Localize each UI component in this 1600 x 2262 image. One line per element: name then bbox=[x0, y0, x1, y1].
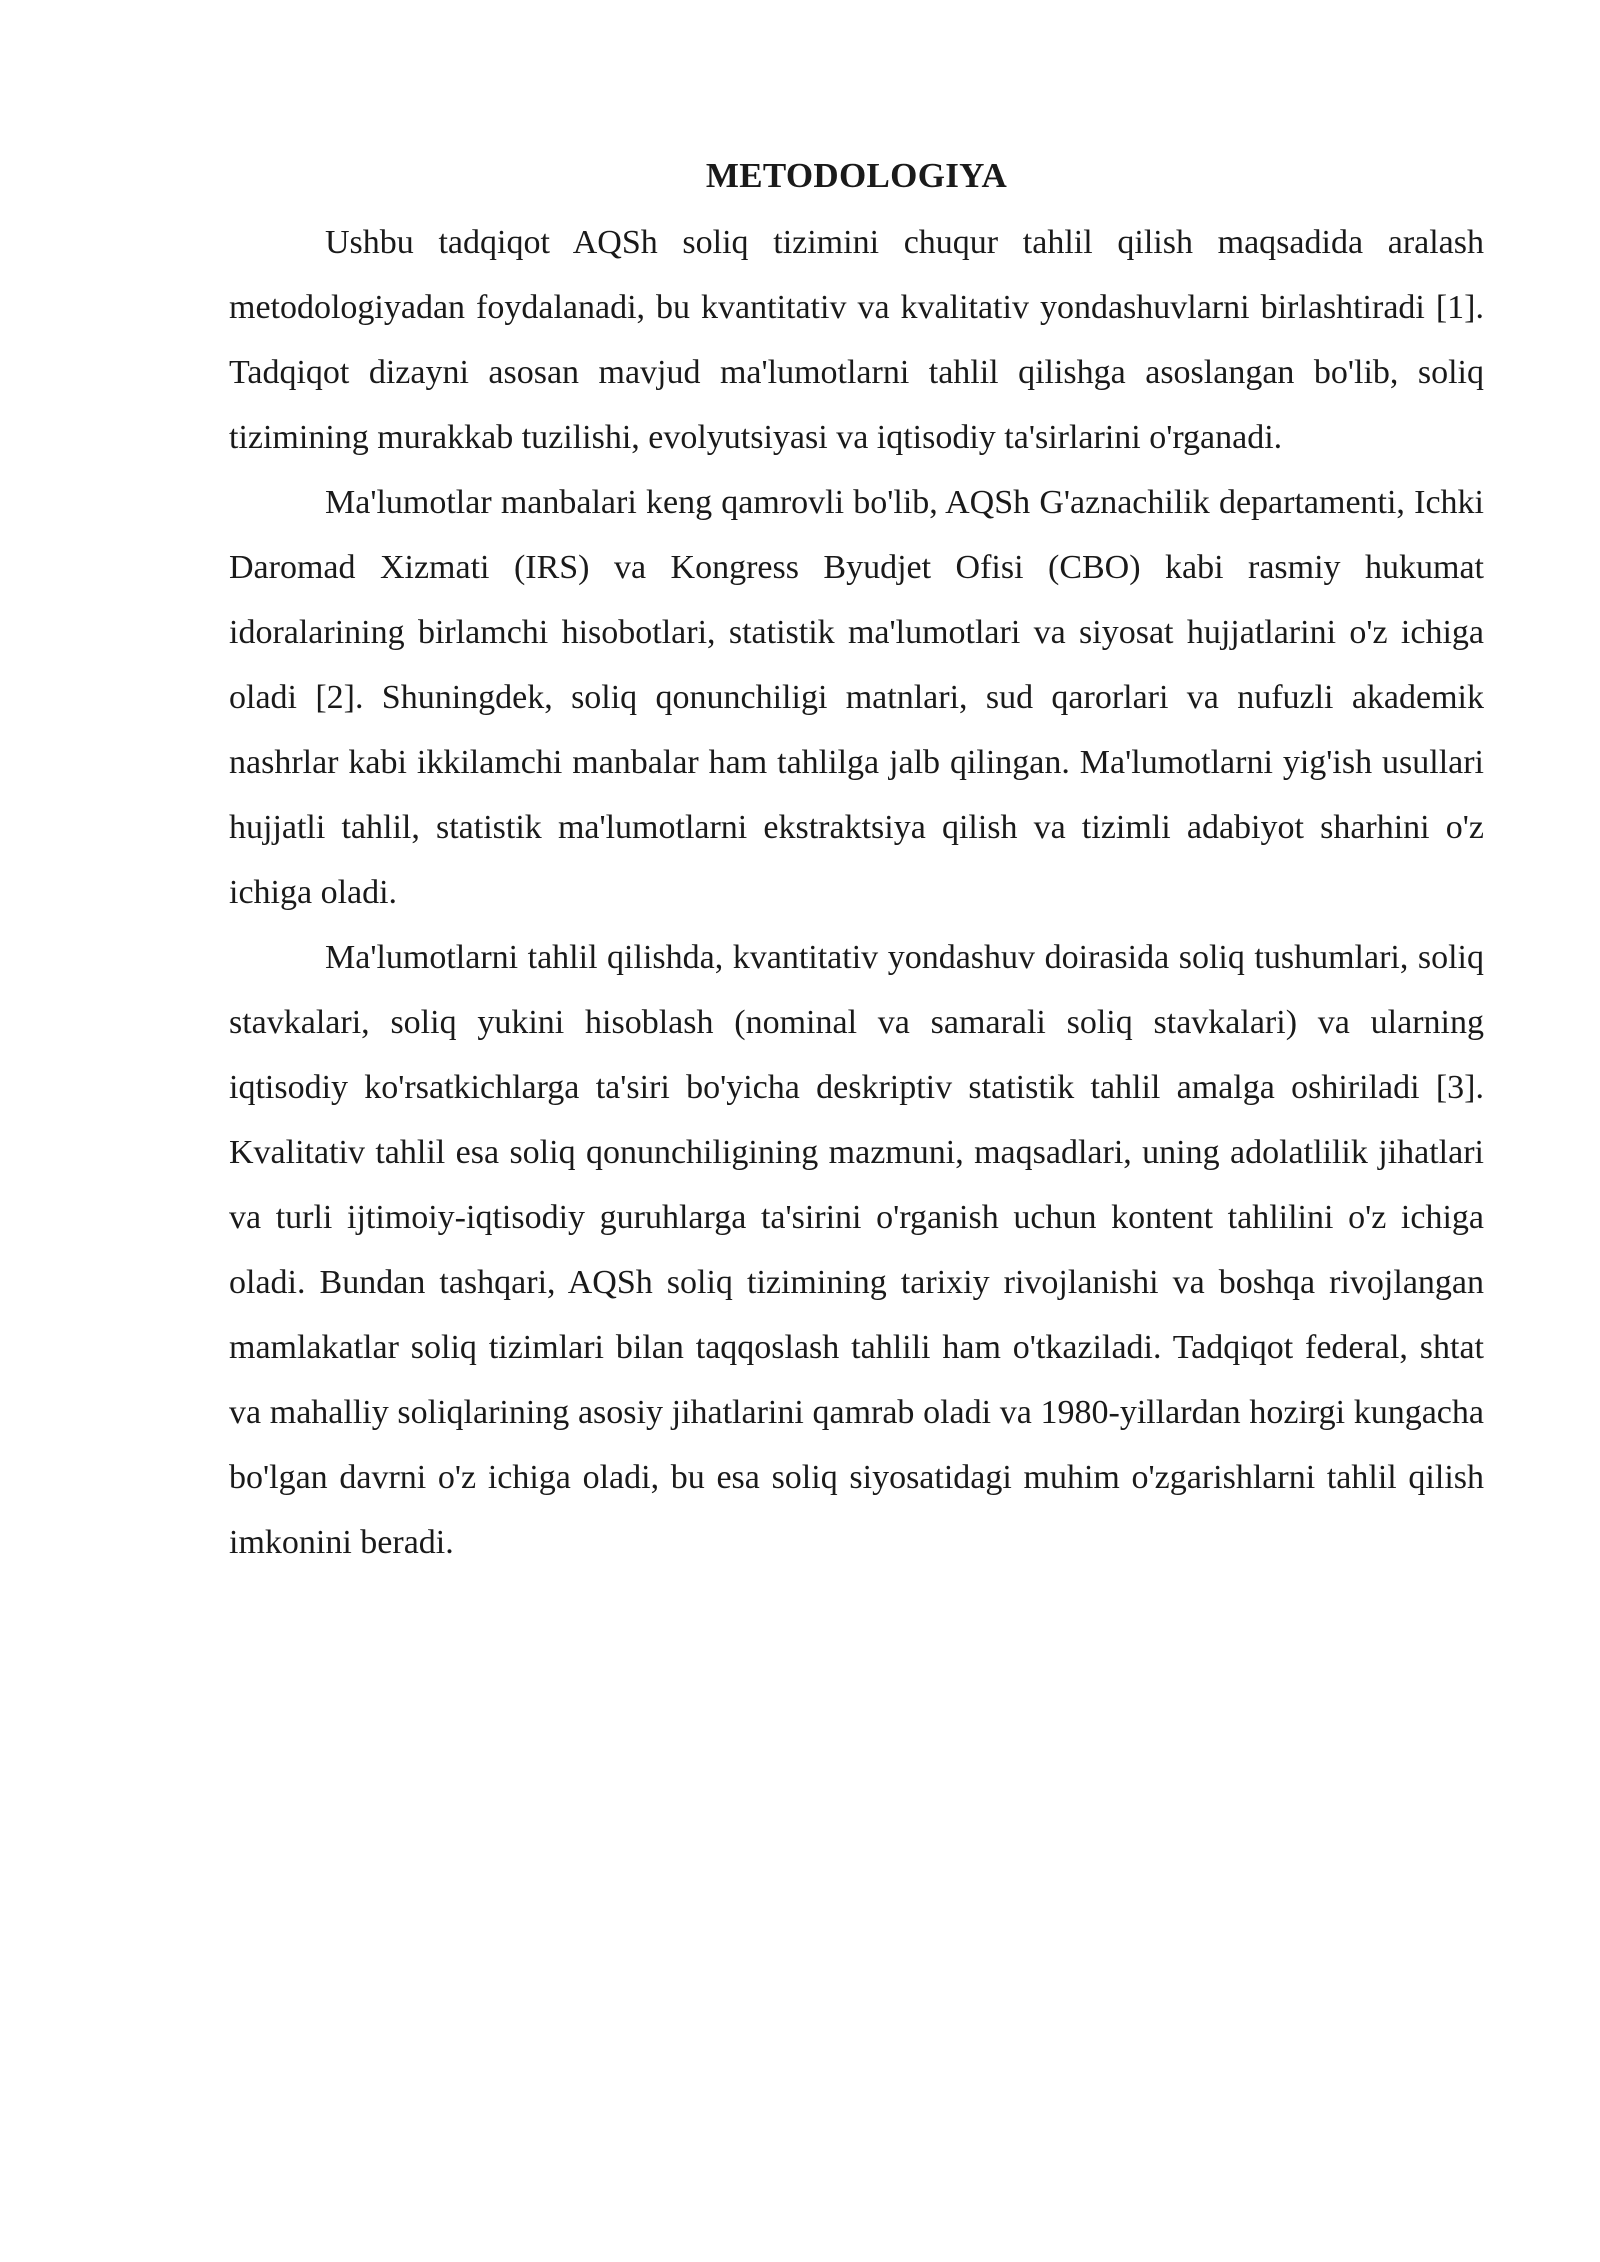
section-title: METODOLOGIYA bbox=[705, 156, 1008, 195]
paragraph-data-analysis: Ma'lumotlarni tahlil qilishda, kvantitativ yondashuv doirasida soliq tushumlari, soliq stavkalari, soliq yukini hisoblash (nominal va samarali soliq stavkalari) va ularning iqtisodiy ko'rsatkichlarga ta'siri bo'yicha deskriptiv statistik tahlil amalga oshiriladi [3]. Kvalitativ tahlil esa soliq qonunchiligining mazmuni, maqsadlari, uning adolatlilik jihatlari va turli ijtimoiy-iqtisodiy guruhlarga ta'sirini o'rganish uchun kontent tahlilini o'z ichiga oladi. Bundan tashqari, AQSh soliq tizimining tarixiy rivojlanishi va boshqa rivojlangan mamlakatlar soliq tizimlari bilan taqqoslash tahlili ham o'tkaziladi. Tadqiqot federal, shtat va mahalliy soliqlarining asosiy jihatlarini qamrab oladi va 1980-yillardan hozirgi kungacha bo'lgan davrni o'z ichiga oladi, bu esa soliq siyosatidagi muhim o'zgarishlarni tahlil qilish imkonini beradi. bbox=[229, 939, 1484, 1561]
paragraph-data-sources: Ma'lumotlar manbalari keng qamrovli bo'lib, AQSh G'aznachilik departamenti, Ichki Daromad Xizmati (IRS) va Kongress Byudjet Ofisi (CBO) kabi rasmiy hukumat idoralarining birlamchi hisobotlari, statistik ma'lumotlari va siyosat hujjatlarini o'z ichiga oladi [2]. Shuningdek, soliq qonunchiligi matnlari, sud qarorlari va nufuzli akademik nashrlar kabi ikkilamchi manbalar ham tahlilga jalb qilingan. Ma'lumotlarni yig'ish usullari hujjatli tahlil, statistik ma'lumotlarni ekstraktsiya qilish va tizimli adabiyot sharhini o'z ichiga oladi. bbox=[229, 484, 1484, 911]
document-body bbox=[229, 148, 1484, 1575]
paragraph-research-design: Ushbu tadqiqot AQSh soliq tizimini chuqur tahlil qilish maqsadida aralash metodologiyadan foydalanadi, bu kvantitativ va kvalitativ yondashuvlarni birlashtiradi [1]. Tadqiqot dizayni asosan mavjud ma'lumotlarni tahlil qilishga asoslangan bo'lib, soliq tizimining murakkab tuzilishi, evolyutsiyasi va iqtisodiy ta'sirlarini o'rganadi. bbox=[229, 224, 1484, 456]
